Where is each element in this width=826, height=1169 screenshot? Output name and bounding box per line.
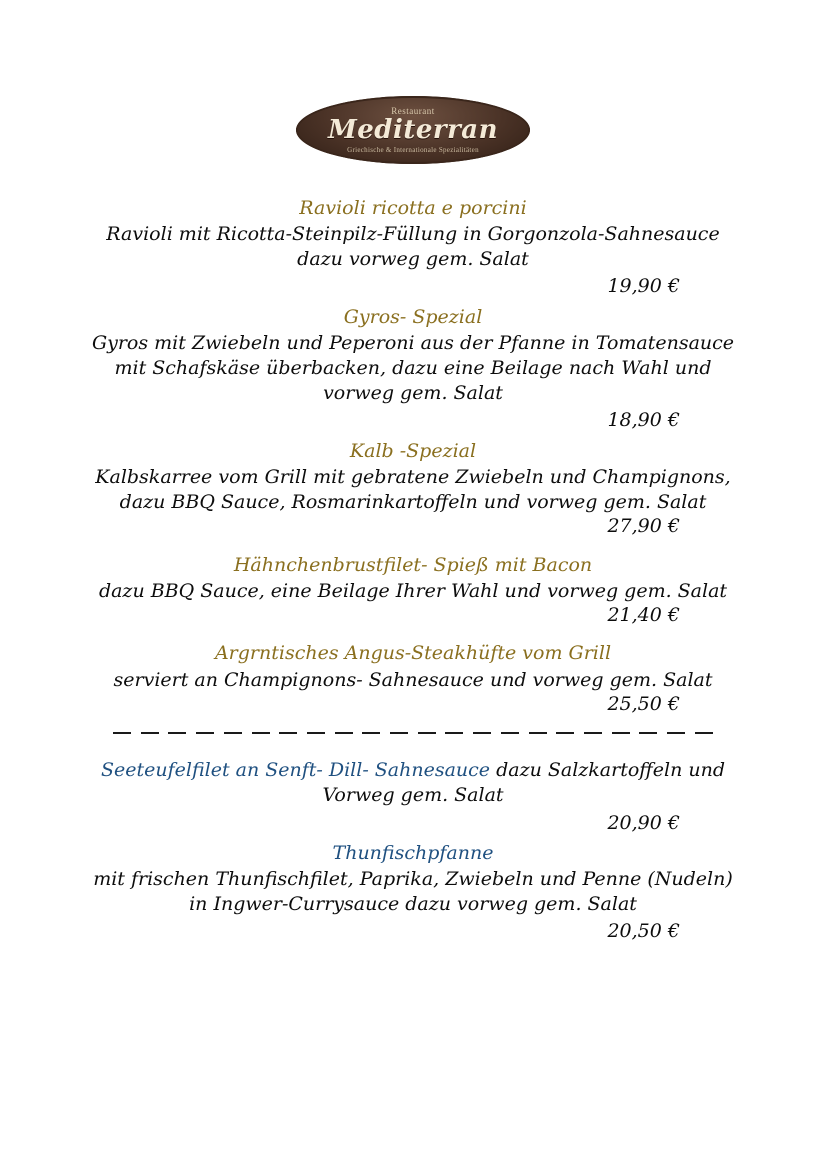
menu-item-description-line: mit Schafskäse überbacken, dazu eine Beilage nach Wahl und xyxy=(114,356,712,379)
menu-item-price: 18,90 € xyxy=(607,409,680,432)
logo-tagline: Griechische & Internationale Spezialitäten xyxy=(347,145,479,154)
menu-item-price: 19,90 € xyxy=(607,275,680,298)
menu-item-price: 21,40 € xyxy=(607,603,680,626)
menu-item-description-line: in Ingwer-Currysauce dazu vorweg gem. Salat xyxy=(189,893,637,916)
menu-item-title: Argrntisches Angus-Steakhüfte vom Grill xyxy=(214,642,612,665)
menu-item-price: 20,90 € xyxy=(607,811,680,834)
menu-item-description-line: Kalbskarree vom Grill mit gebratene Zwiebeln und Champignons, xyxy=(95,465,731,488)
menu-item-description-line: dazu vorweg gem. Salat xyxy=(297,248,529,271)
logo-container xyxy=(0,0,826,164)
restaurant-logo xyxy=(296,96,530,164)
menu-item-price: 25,50 € xyxy=(607,692,680,715)
menu-item-description-line: serviert an Champignons- Sahnesauce und vorweg gem. Salat xyxy=(113,668,713,691)
menu-item-description-inline: dazu Salzkartoffeln und xyxy=(490,759,725,782)
menu-content xyxy=(68,164,758,946)
menu-item-description-line: Vorweg gem. Salat xyxy=(322,784,504,807)
menu-item-title: Thunfischpfanne xyxy=(332,842,494,864)
menu-item-title-with-description xyxy=(68,758,758,783)
logo-restaurant-name: Mediterran xyxy=(327,114,499,145)
menu-item-title: Gyros- Spezial xyxy=(343,305,483,328)
menu-item xyxy=(68,196,758,301)
menu-item-description-line: Gyros mit Zwiebeln und Peperoni aus der Pfanne in Tomatensauce xyxy=(91,331,735,354)
menu-item-price: 27,90 € xyxy=(607,514,680,537)
menu-item xyxy=(68,553,758,628)
section-spacer xyxy=(68,631,758,641)
menu-item-description-line: dazu BBQ Sauce, eine Beilage Ihrer Wahl und vorweg gem. Salat xyxy=(98,579,728,602)
menu-item xyxy=(68,641,758,716)
section-spacer xyxy=(68,740,758,758)
menu-item-price: 20,50 € xyxy=(607,920,680,943)
logo-top-text: Restaurant xyxy=(391,105,435,116)
menu-item xyxy=(68,841,758,946)
menu-item-title: Seeteufelfilet an Senft- Dill- Sahnesauce xyxy=(100,759,491,782)
menu-item-description-line: mit frischen Thunfischfilet, Paprika, Zwiebeln und Penne (Nudeln) xyxy=(93,868,733,891)
menu-item-title: Kalb -Spezial xyxy=(349,439,477,462)
menu-item xyxy=(68,758,758,837)
menu-item-description-line: dazu BBQ Sauce, Rosmarinkartoffeln und vorweg gem. Salat xyxy=(119,490,707,513)
menu-item-description-line: Ravioli mit Ricotta-Steinpilz-Füllung in Gorgonzola-Sahnesauce xyxy=(106,223,720,246)
menu-item xyxy=(68,439,758,539)
section-divider xyxy=(113,726,713,740)
menu-item-title: Hähnchenbrustfilet- Spieß mit Bacon xyxy=(233,553,593,576)
menu-item xyxy=(68,305,758,435)
menu-item-description-line: vorweg gem. Salat xyxy=(323,381,503,404)
menu-item-title: Ravioli ricotta e porcini xyxy=(299,197,527,219)
section-spacer xyxy=(68,543,758,553)
